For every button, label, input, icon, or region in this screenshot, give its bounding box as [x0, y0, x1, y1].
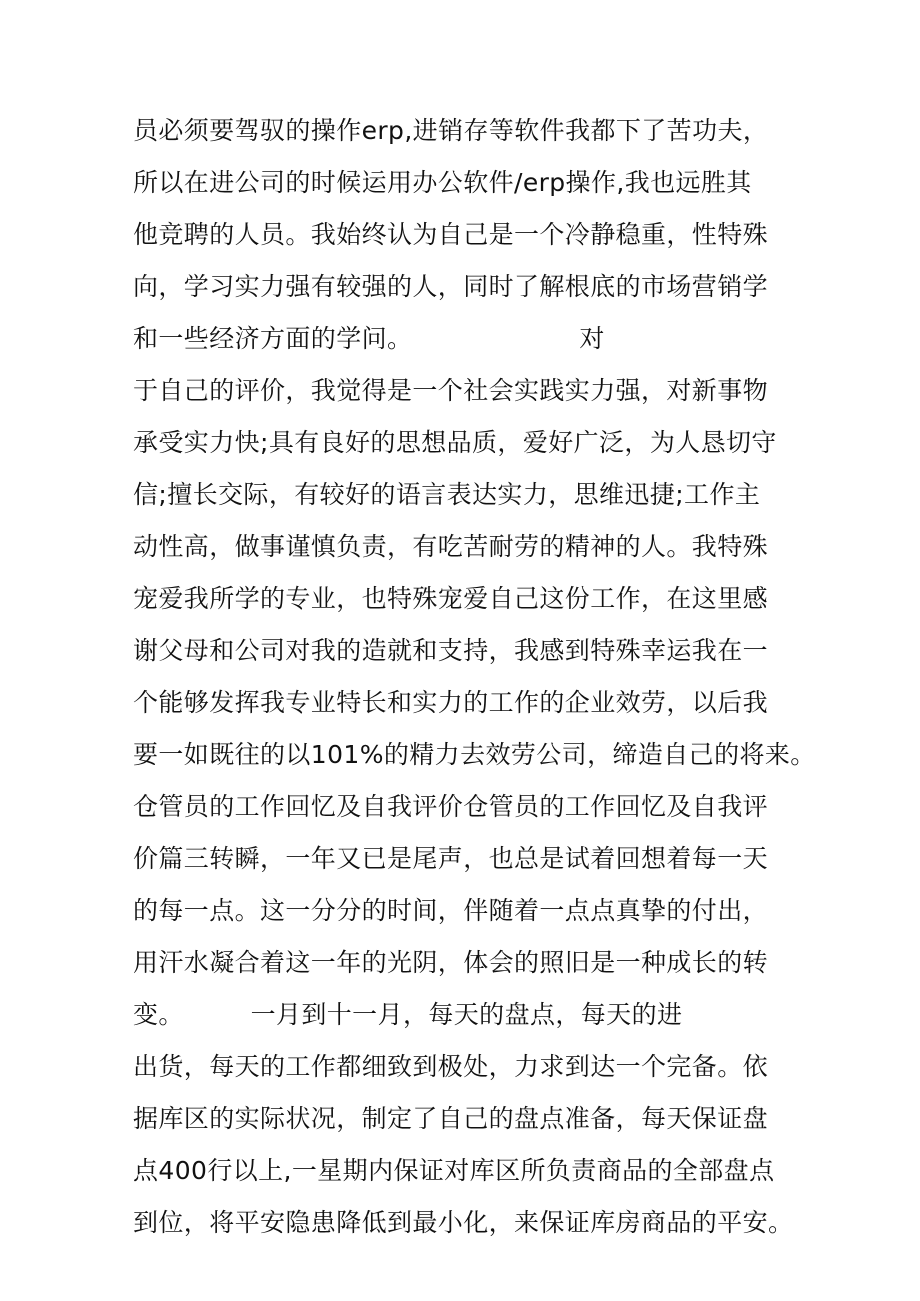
text-line: 他竞聘的人员。我始终认为自己是一个冷静稳重，性特殊: [133, 220, 769, 249]
text-line: 员必须要驾驭的操作erp,进销存等软件我都下了苦功夫，: [133, 116, 769, 145]
text-line: 所以在进公司的时候运用办公软件/erp操作,我也远胜其: [133, 168, 752, 197]
text-line: 宠爱我所学的专业，也特殊宠爱自己这份工作，在这里感: [133, 584, 769, 613]
text-line: 个能够发挥我专业特长和实力的工作的企业效劳，以后我: [133, 688, 769, 717]
text-line: 承受实力快;具有良好的思想品质，爱好广泛，为人恳切守: [133, 428, 777, 457]
text-line: 的每一点。这一分分的时间，伴随着一点点真挚的付出，: [133, 896, 769, 925]
text-line: 仓管员的工作回忆及自我评价仓管员的工作回忆及自我评: [133, 792, 769, 821]
text-line: 信;擅长交际，有较好的语言表达实力，思维迅捷;工作主: [133, 480, 761, 509]
text-line: 动性高，做事谨慎负责，有吃苦耐劳的精神的人。我特殊: [133, 532, 769, 561]
text-line: 和一些经济方面的学问。 对: [133, 324, 605, 353]
text-line: 到位，将平安隐患降低到最小化，来保证库房商品的平安。: [133, 1208, 794, 1237]
text-line: 谢父母和公司对我的造就和支持，我感到特殊幸运我在一: [133, 636, 769, 665]
text-line: 于自己的评价，我觉得是一个社会实践实力强，对新事物: [133, 376, 769, 405]
text-line: 用汗水凝合着这一年的光阴，体会的照旧是一种成长的转: [133, 948, 769, 977]
text-line: 据库区的实际状况，制定了自己的盘点准备，每天保证盘: [133, 1104, 769, 1133]
text-line: 点400行以上,一星期内保证对库区所负责商品的全部盘点: [133, 1156, 775, 1185]
text-line: 向，学习实力强有较强的人，同时了解根底的市场营销学: [133, 272, 769, 301]
text-line: 价篇三转瞬，一年又已是尾声，也总是试着回想着每一天: [133, 844, 769, 873]
text-line: 变。 一月到十一月，每天的盘点，每天的进: [133, 1000, 683, 1029]
text-line: 要一如既往的以101%的精力去效劳公司，缔造自己的将来。: [133, 740, 816, 769]
text-line: 出货，每天的工作都细致到极处，力求到达一个完备。依: [133, 1052, 769, 1081]
